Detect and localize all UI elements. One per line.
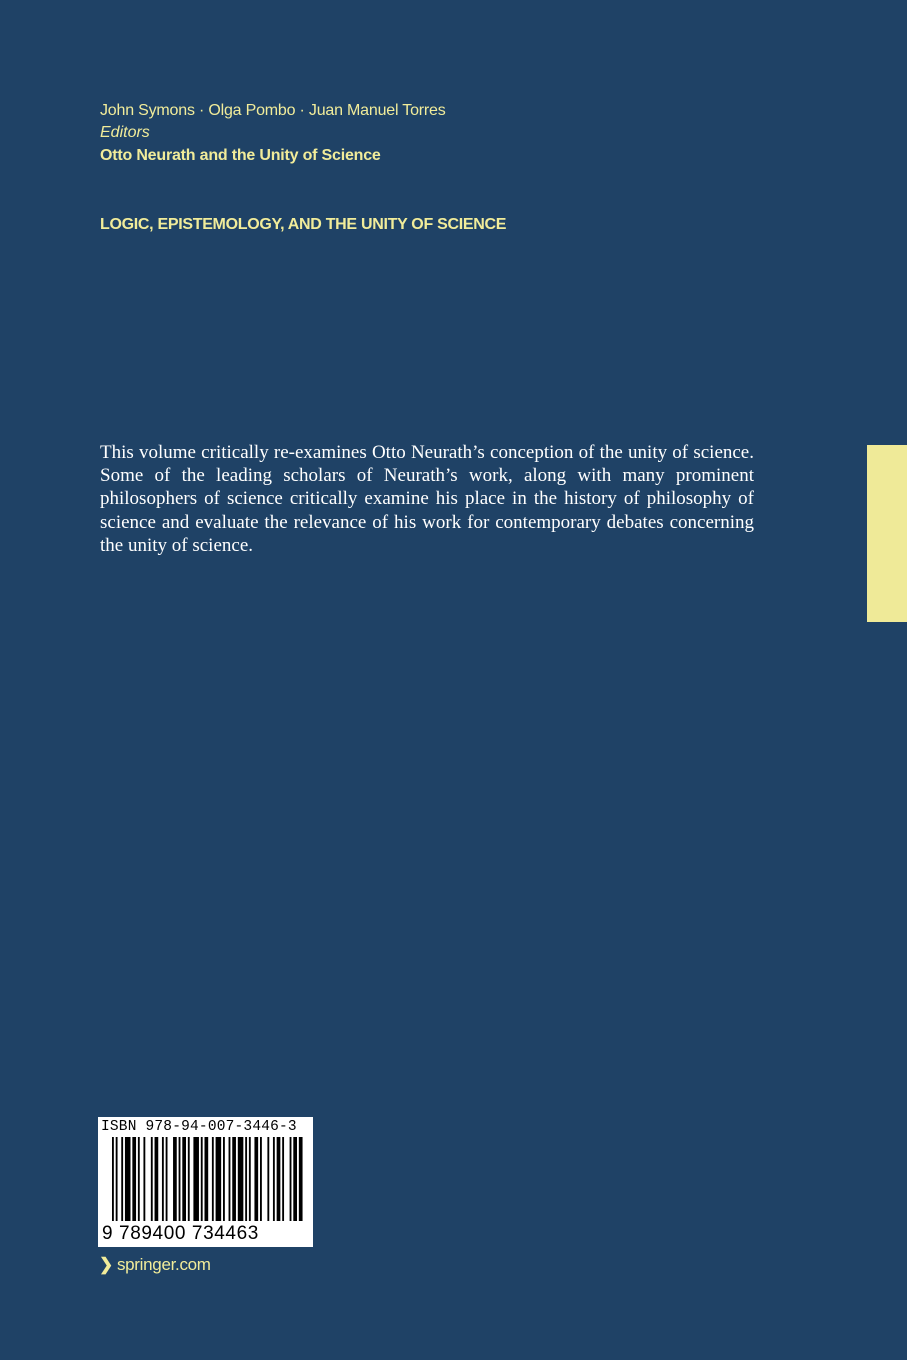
editors-label: Editors — [100, 124, 150, 141]
editors-block — [100, 100, 700, 168]
book-title: Otto Neurath and the Unity of Science — [100, 147, 381, 164]
series-title: LOGIC, EPISTEMOLOGY, AND THE UNITY OF SCIENCE — [100, 216, 507, 233]
isbn-text: ISBN 978-94-007-3446-3 — [101, 1119, 297, 1135]
book-description: This volume critically re-examines Otto Neurath’s conception of the unity of science. Some of the leading scholars of Neurath’s work, along with many prominent philosophers of science critically examine his place in the history of philosophy of science and evaluate the relevance of his work for contemporary debates concerning the unity of science. — [100, 442, 754, 556]
publisher-link[interactable] — [99, 1253, 211, 1277]
chevron-right-icon: ❯ — [99, 1255, 113, 1274]
barcode-icon — [98, 1137, 313, 1229]
side-color-tab — [867, 445, 907, 622]
barcode-digits: 9 789400 734463 — [102, 1223, 259, 1244]
publisher-link-text: springer.com — [116, 1255, 211, 1274]
barcode-panel — [98, 1117, 313, 1247]
authors-line: John Symons · Olga Pombo · Juan Manuel Torres — [100, 102, 446, 119]
